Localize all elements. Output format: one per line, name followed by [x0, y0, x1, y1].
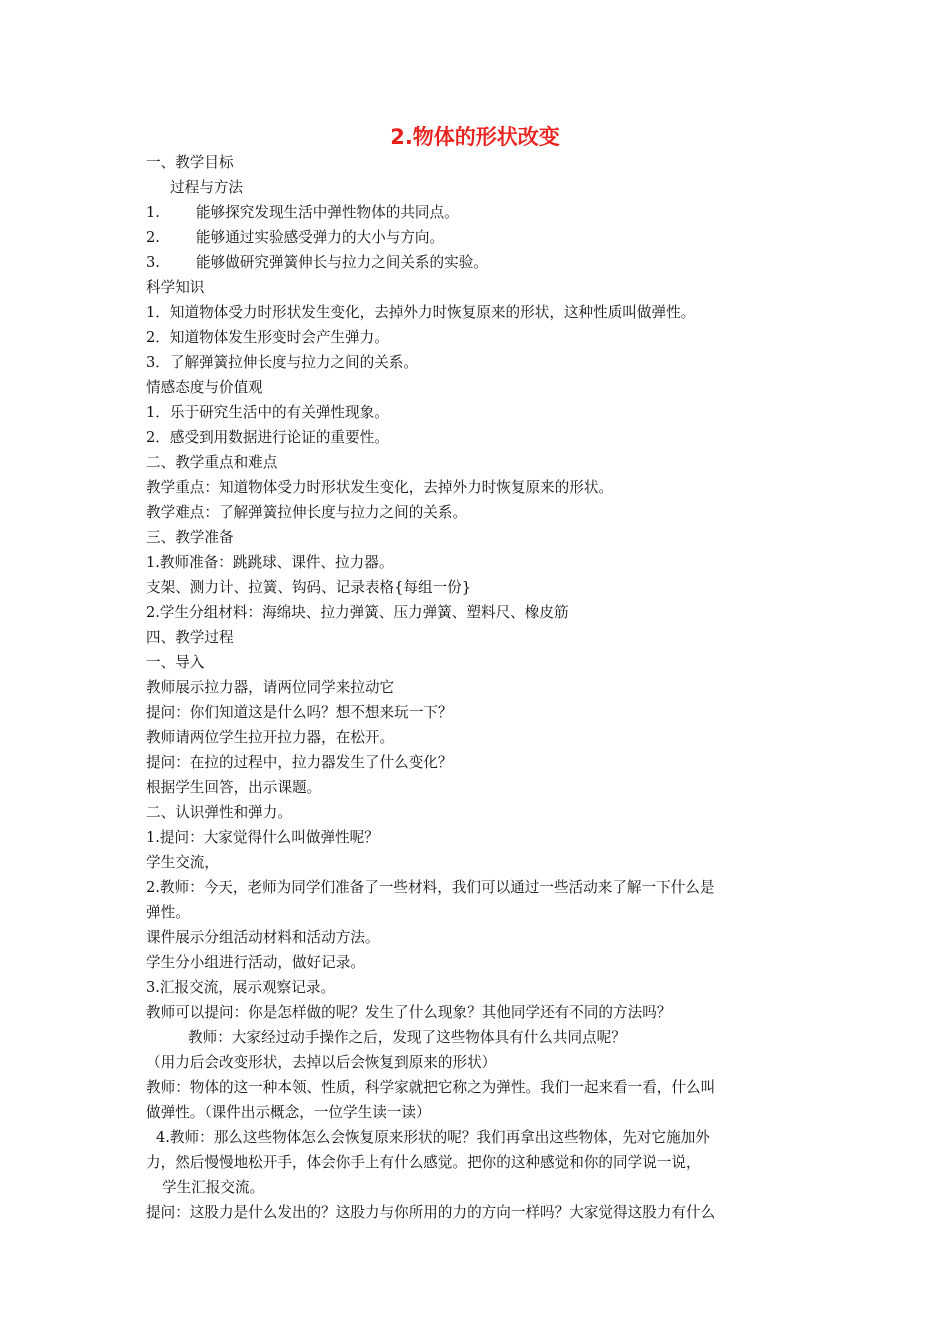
- item-number: 3.: [146, 254, 160, 271]
- text-line: 提问：这股力是什么发出的？这股力与你所用的力的方向一样吗？大家觉得这股力有什么: [146, 1204, 716, 1221]
- section-heading: 二、认识弹性和弹力。: [146, 804, 292, 821]
- section-heading: 二、教学重点和难点: [146, 454, 278, 471]
- text-line: 2．感受到用数据进行论证的重要性。: [146, 429, 389, 446]
- section-heading: 三、教学准备: [146, 529, 234, 546]
- text-line: 提问：你们知道这是什么吗？想不想来玩一下？: [146, 704, 453, 721]
- text-line: 1．知道物体受力时形状发生变化，去掉外力时恢复原来的形状，这种性质叫做弹性。: [146, 304, 696, 321]
- subsection-heading: 过程与方法: [170, 179, 243, 196]
- document-body: [146, 150, 816, 1225]
- text-line: 支架、测力计、拉簧、钩码、记录表格{每组一份}: [146, 579, 472, 596]
- text-line: 教学重点：知道物体受力时形状发生变化，去掉外力时恢复原来的形状。: [146, 479, 614, 496]
- item-number: 1.: [146, 204, 160, 221]
- text-line: 1.提问：大家觉得什么叫做弹性呢？: [146, 829, 379, 846]
- text-line: 力，然后慢慢地松开手，体会你手上有什么感觉。把你的这种感觉和你的同学说一说，: [146, 1154, 701, 1171]
- text-line: 提问：在拉的过程中，拉力器发生了什么变化？: [146, 754, 453, 771]
- text-line: 弹性。: [146, 904, 190, 921]
- text-line: （用力后会改变形状，去掉以后会恢复到原来的形状）: [146, 1054, 497, 1071]
- text-line: 根据学生回答，出示课题。: [146, 779, 322, 796]
- text-line: 2．知道物体发生形变时会产生弹力。: [146, 329, 389, 346]
- text-line: 学生汇报交流。: [162, 1179, 265, 1196]
- text-line: 2.教师：今天，老师为同学们准备了一些材料，我们可以通过一些活动来了解一下什么是: [146, 879, 715, 896]
- section-heading: 四、教学过程: [146, 629, 234, 646]
- item-text: 能够探究发现生活中弹性物体的共同点。: [196, 204, 459, 221]
- text-line: 教师：大家经过动手操作之后，发现了这些物体具有什么共同点呢？: [188, 1029, 626, 1046]
- item-text: 能够通过实验感受弹力的大小与方向。: [196, 229, 445, 246]
- text-line: 教师请两位学生拉开拉力器，在松开。: [146, 729, 395, 746]
- text-line: 教师可以提问：你是怎样做的呢？发生了什么现象？其他同学还有不同的方法吗？: [146, 1004, 672, 1021]
- text-line: 教师展示拉力器，请两位同学来拉动它: [146, 679, 395, 696]
- numbered-item: [146, 250, 816, 275]
- text-line: 课件展示分组活动材料和活动方法。: [146, 929, 380, 946]
- section-heading: 一、导入: [146, 654, 205, 671]
- subsection-heading: 情感态度与价值观: [146, 379, 263, 396]
- document-title: 2.物体的形状改变: [390, 125, 560, 149]
- text-line: 1．乐于研究生活中的有关弹性现象。: [146, 404, 389, 421]
- text-line: 2.学生分组材料：海绵块、拉力弹簧、压力弹簧、塑料尺、橡皮筋: [146, 604, 569, 621]
- subsection-heading: 科学知识: [146, 279, 205, 296]
- numbered-item: [146, 225, 816, 250]
- item-number: 2.: [146, 229, 160, 246]
- text-line: 4.教师：那么这些物体怎么会恢复原来形状的呢？我们再拿出这些物体，先对它施加外: [156, 1129, 710, 1146]
- section-heading: 一、教学目标: [146, 154, 234, 171]
- numbered-item: [146, 200, 816, 225]
- text-line: 学生分小组进行活动，做好记录。: [146, 954, 365, 971]
- text-line: 教学难点：了解弹簧拉伸长度与拉力之间的关系。: [146, 504, 468, 521]
- text-line: 学生交流，: [146, 854, 219, 871]
- text-line: 3.汇报交流，展示观察记录。: [146, 979, 336, 996]
- text-line: 做弹性。（课件出示概念，一位学生读一读）: [146, 1104, 431, 1121]
- text-line: 1.教师准备：跳跳球、课件、拉力器。: [146, 554, 394, 571]
- item-text: 能够做研究弹簧伸长与拉力之间关系的实验。: [196, 254, 488, 271]
- text-line: 教师：物体的这一种本领、性质，科学家就把它称之为弹性。我们一起来看一看，什么叫: [146, 1079, 716, 1096]
- text-line: 3．了解弹簧拉伸长度与拉力之间的关系。: [146, 354, 418, 371]
